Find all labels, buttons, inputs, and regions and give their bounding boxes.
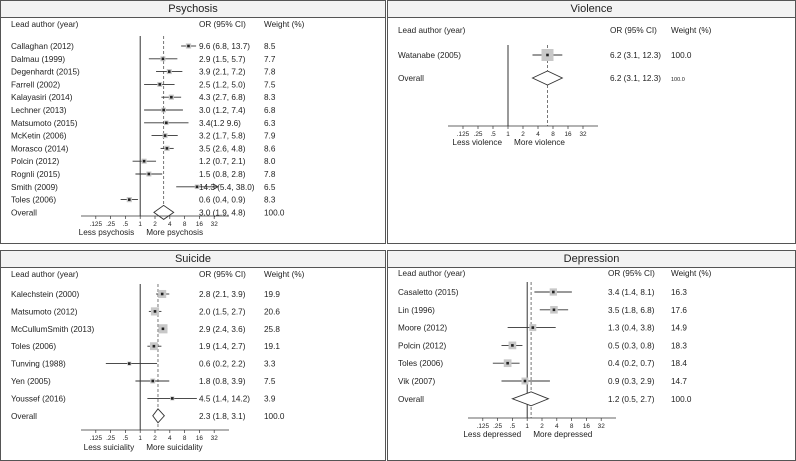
x-tick-label: .25 [106, 435, 116, 442]
study-weight: 3.9 [264, 394, 276, 404]
study-or-ci: 3.0 (1.2, 7.4) [199, 106, 246, 115]
x-tick-label: 32 [210, 435, 218, 442]
study-or-ci: 2.8 (2.1, 3.9) [199, 290, 246, 299]
study-or-ci: 9.6 (6.8, 13.7) [199, 42, 250, 51]
study-name: Yen (2005) [11, 377, 51, 386]
study-name: McCullumSmith (2013) [11, 324, 95, 334]
point-estimate [552, 291, 555, 294]
point-estimate [196, 186, 199, 189]
header-weight: Weight (%) [264, 270, 305, 279]
x-tick-label: .25 [106, 221, 116, 228]
panel-title-psychosis: Psychosis [1, 1, 385, 18]
x-tick-label: 4 [536, 131, 540, 138]
study-or-ci: 0.4 (0.2, 0.7) [608, 359, 655, 369]
x-label-left: Less psychosis [78, 228, 135, 237]
point-estimate [154, 310, 157, 313]
study-or-ci: 1.3 (0.4, 3.8) [608, 323, 655, 333]
study-name: Casaletto (2015) [398, 288, 459, 297]
study-name: Toles (2006) [398, 359, 444, 369]
x-tick-label: .5 [122, 221, 129, 228]
x-label-left: Less violence [452, 138, 502, 147]
study-name: Youssef (2016) [11, 394, 66, 404]
x-tick-label: .25 [473, 131, 483, 138]
x-tick-label: .5 [490, 131, 496, 138]
study-or-ci: 1.8 (0.8, 3.9) [199, 377, 246, 386]
overall-or-ci: 1.2 (0.5, 2.7) [608, 394, 655, 404]
study-weight: 7.5 [264, 377, 276, 386]
point-estimate [165, 122, 168, 125]
study-name: Toles (2006) [11, 195, 57, 205]
point-estimate [532, 326, 535, 329]
study-weight: 7.7 [264, 54, 276, 64]
x-tick-label: 2 [153, 435, 157, 442]
study-or-ci: 3.4 (1.4, 8.1) [608, 288, 655, 297]
point-estimate [128, 362, 131, 365]
study-or-ci: 2.0 (1.5, 2.7) [199, 307, 246, 317]
x-tick-label: 2 [153, 221, 157, 228]
header-study: Lead author (year) [398, 26, 466, 35]
point-estimate [164, 134, 167, 137]
x-tick-label: 1 [138, 221, 142, 228]
x-tick-label: .125 [89, 435, 103, 442]
x-tick-label: 4 [168, 435, 172, 442]
x-tick-label: .125 [89, 221, 103, 228]
x-tick-label: .25 [493, 423, 503, 430]
point-estimate [148, 173, 151, 176]
study-name: Degenhardt (2015) [11, 67, 80, 77]
header-or: OR (95% CI) [199, 270, 246, 279]
panel-title-violence: Violence [388, 1, 795, 18]
x-tick-label: 2 [521, 131, 525, 138]
study-name: Smith (2009) [11, 182, 58, 192]
study-or-ci: 3.5 (2.6, 4.8) [199, 144, 246, 154]
study-weight: 3.3 [264, 359, 276, 369]
overall-diamond [512, 392, 548, 406]
header-or: OR (95% CI) [199, 20, 246, 29]
study-or-ci: 1.2 (0.7, 2.1) [199, 157, 246, 167]
header-weight: Weight (%) [264, 20, 305, 29]
point-estimate [166, 147, 169, 150]
study-name: Matsumoto (2012) [11, 307, 78, 317]
point-estimate [161, 293, 164, 296]
overall-diamond [154, 205, 174, 219]
study-name: Kalechstein (2000) [11, 290, 80, 299]
study-name: Morasco (2014) [11, 144, 69, 154]
study-or-ci: 4.5 (1.4, 14.2) [199, 394, 250, 404]
study-name: Rognli (2015) [11, 170, 61, 179]
x-tick-label: 8 [182, 435, 187, 442]
header-weight: Weight (%) [671, 26, 712, 35]
study-name: Dalmau (1999) [11, 54, 66, 64]
point-estimate [128, 198, 131, 201]
point-estimate [168, 70, 171, 73]
x-tick-label: 2 [540, 423, 544, 430]
point-estimate [153, 345, 156, 348]
overall-label: Overall [398, 74, 424, 83]
study-or-ci: 6.2 (3.1, 12.3) [610, 51, 661, 60]
forest-plot-psychosis [1, 18, 385, 244]
x-tick-label: 1 [525, 423, 529, 430]
point-estimate [187, 45, 190, 48]
x-tick-label: .125 [456, 131, 470, 138]
study-weight: 14.7 [671, 377, 687, 386]
header-or: OR (95% CI) [608, 269, 655, 278]
x-tick-label: 32 [210, 221, 218, 228]
point-estimate [158, 83, 161, 86]
forest-plot-violence [388, 18, 795, 244]
study-or-ci: 0.9 (0.3, 2.9) [608, 377, 655, 386]
x-tick-label: .125 [476, 423, 490, 430]
study-name: Vik (2007) [398, 377, 436, 386]
x-label-right: More suicidality [146, 443, 203, 452]
study-weight: 7.8 [264, 170, 276, 179]
study-or-ci: 0.5 (0.3, 0.8) [608, 341, 655, 351]
study-or-ci: 3.5 (1.8, 6.8) [608, 305, 655, 315]
overall-weight: 100.0 [264, 208, 285, 218]
overall-weight: 100.0 [671, 77, 685, 83]
point-estimate [553, 309, 556, 312]
x-tick-label: .5 [509, 423, 516, 430]
study-weight: 14.9 [671, 323, 687, 333]
x-tick-label: 4 [555, 423, 559, 430]
x-tick-label: 1 [138, 435, 142, 442]
study-weight: 19.1 [264, 342, 280, 352]
study-or-ci: 4.3 (2.7, 6.8) [199, 93, 246, 103]
study-weight: 7.9 [264, 131, 276, 141]
study-weight: 19.9 [264, 290, 280, 299]
x-label-left: Less depressed [463, 430, 522, 439]
study-or-ci: 3.2 (1.7, 5.8) [199, 131, 246, 141]
overall-label: Overall [11, 411, 37, 421]
point-estimate [162, 109, 165, 112]
study-name: Polcin (2012) [398, 341, 447, 351]
x-tick-label: 8 [551, 131, 555, 138]
study-weight: 7.5 [264, 80, 276, 90]
study-or-ci: 1.9 (1.4, 2.7) [199, 342, 246, 352]
header-study: Lead author (year) [11, 270, 79, 279]
study-or-ci: 2.9 (1.5, 5.7) [199, 54, 246, 64]
point-estimate [546, 54, 549, 57]
study-name: Callaghan (2012) [11, 42, 74, 51]
study-or-ci: 2.5 (1.2, 5.0) [199, 80, 246, 90]
study-weight: 100.0 [671, 51, 692, 60]
overall-or-ci: 6.2 (3.1, 12.3) [610, 74, 661, 83]
x-tick-label: 16 [582, 423, 590, 430]
x-tick-label: 16 [195, 221, 203, 228]
x-label-right: More psychosis [146, 228, 204, 237]
point-estimate [171, 397, 174, 400]
study-weight: 20.6 [264, 307, 280, 317]
study-name: McKetin (2006) [11, 131, 67, 141]
study-weight: 8.0 [264, 157, 276, 167]
forest-plot-suicide [1, 268, 385, 461]
study-or-ci: 3.4(1.2 9.6) [199, 118, 241, 128]
study-name: Lechner (2013) [11, 106, 67, 115]
panel-title-suicide: Suicide [1, 251, 385, 268]
point-estimate [511, 344, 514, 347]
panel-depression [387, 250, 796, 461]
study-weight: 25.8 [264, 324, 280, 334]
point-estimate [170, 96, 173, 99]
x-tick-label: 16 [564, 131, 572, 138]
panel-psychosis [0, 0, 386, 244]
point-estimate [524, 380, 527, 383]
x-tick-label: 4 [168, 221, 172, 228]
study-weight: 16.3 [671, 288, 687, 297]
study-weight: 6.5 [264, 182, 276, 192]
x-tick-label: .5 [122, 435, 129, 442]
point-estimate [143, 160, 146, 163]
x-tick-label: 32 [579, 131, 587, 138]
study-weight: 8.6 [264, 144, 276, 154]
study-or-ci: 0.6 (0.4, 0.9) [199, 195, 246, 205]
header-study: Lead author (year) [11, 20, 79, 29]
header-weight: Weight (%) [671, 269, 712, 278]
study-name: Polcin (2012) [11, 157, 60, 167]
point-estimate [162, 328, 165, 331]
overall-or-ci: 3.0 (1.9, 4.8) [199, 208, 246, 218]
study-name: Watanabe (2005) [398, 51, 461, 60]
study-weight: 8.3 [264, 93, 276, 103]
overall-or-ci: 2.3 (1.8, 3.1) [199, 411, 246, 421]
overall-diamond [153, 409, 165, 423]
study-or-ci: 14.3 (5.4, 38.0) [199, 182, 255, 192]
x-tick-label: 8 [182, 221, 187, 228]
header-or: OR (95% CI) [610, 26, 657, 35]
overall-label: Overall [398, 394, 424, 404]
study-name: Moore (2012) [398, 323, 448, 333]
x-label-right: More violence [514, 138, 565, 147]
overall-weight: 100.0 [264, 411, 285, 421]
study-name: Farrell (2002) [11, 80, 61, 90]
study-or-ci: 2.9 (2.4, 3.6) [199, 324, 246, 334]
x-tick-label: 1 [506, 131, 510, 138]
study-name: Matsumoto (2015) [11, 118, 78, 128]
study-weight: 6.3 [264, 118, 276, 128]
x-label-right: More depressed [533, 430, 593, 439]
panel-suicide [0, 250, 386, 461]
study-weight: 7.8 [264, 67, 276, 77]
study-weight: 8.3 [264, 195, 276, 205]
overall-weight: 100.0 [671, 394, 692, 404]
panel-violence [387, 0, 796, 244]
x-tick-label: 8 [569, 423, 574, 430]
study-weight: 17.6 [671, 305, 687, 315]
study-weight: 18.3 [671, 341, 687, 351]
header-study: Lead author (year) [398, 269, 466, 278]
x-label-left: Less suiciality [83, 443, 135, 452]
forest-plot-depression [388, 268, 795, 461]
study-or-ci: 3.9 (2.1, 7.2) [199, 67, 246, 77]
point-estimate [151, 380, 154, 383]
x-tick-label: 32 [597, 423, 605, 430]
study-name: Lin (1996) [398, 305, 435, 315]
study-or-ci: 1.5 (0.8, 2.8) [199, 170, 246, 179]
overall-diamond [532, 71, 562, 85]
study-name: Tunving (1988) [11, 359, 66, 369]
overall-label: Overall [11, 208, 37, 218]
study-name: Toles (2006) [11, 342, 57, 352]
study-or-ci: 0.6 (0.2, 2.2) [199, 359, 246, 369]
study-weight: 8.5 [264, 42, 276, 51]
point-estimate [162, 58, 165, 61]
study-weight: 18.4 [671, 359, 687, 369]
panel-title-depression: Depression [388, 251, 795, 268]
point-estimate [506, 362, 509, 365]
x-tick-label: 16 [195, 435, 203, 442]
study-name: Kalayasiri (2014) [11, 93, 73, 103]
study-weight: 6.8 [264, 106, 276, 115]
